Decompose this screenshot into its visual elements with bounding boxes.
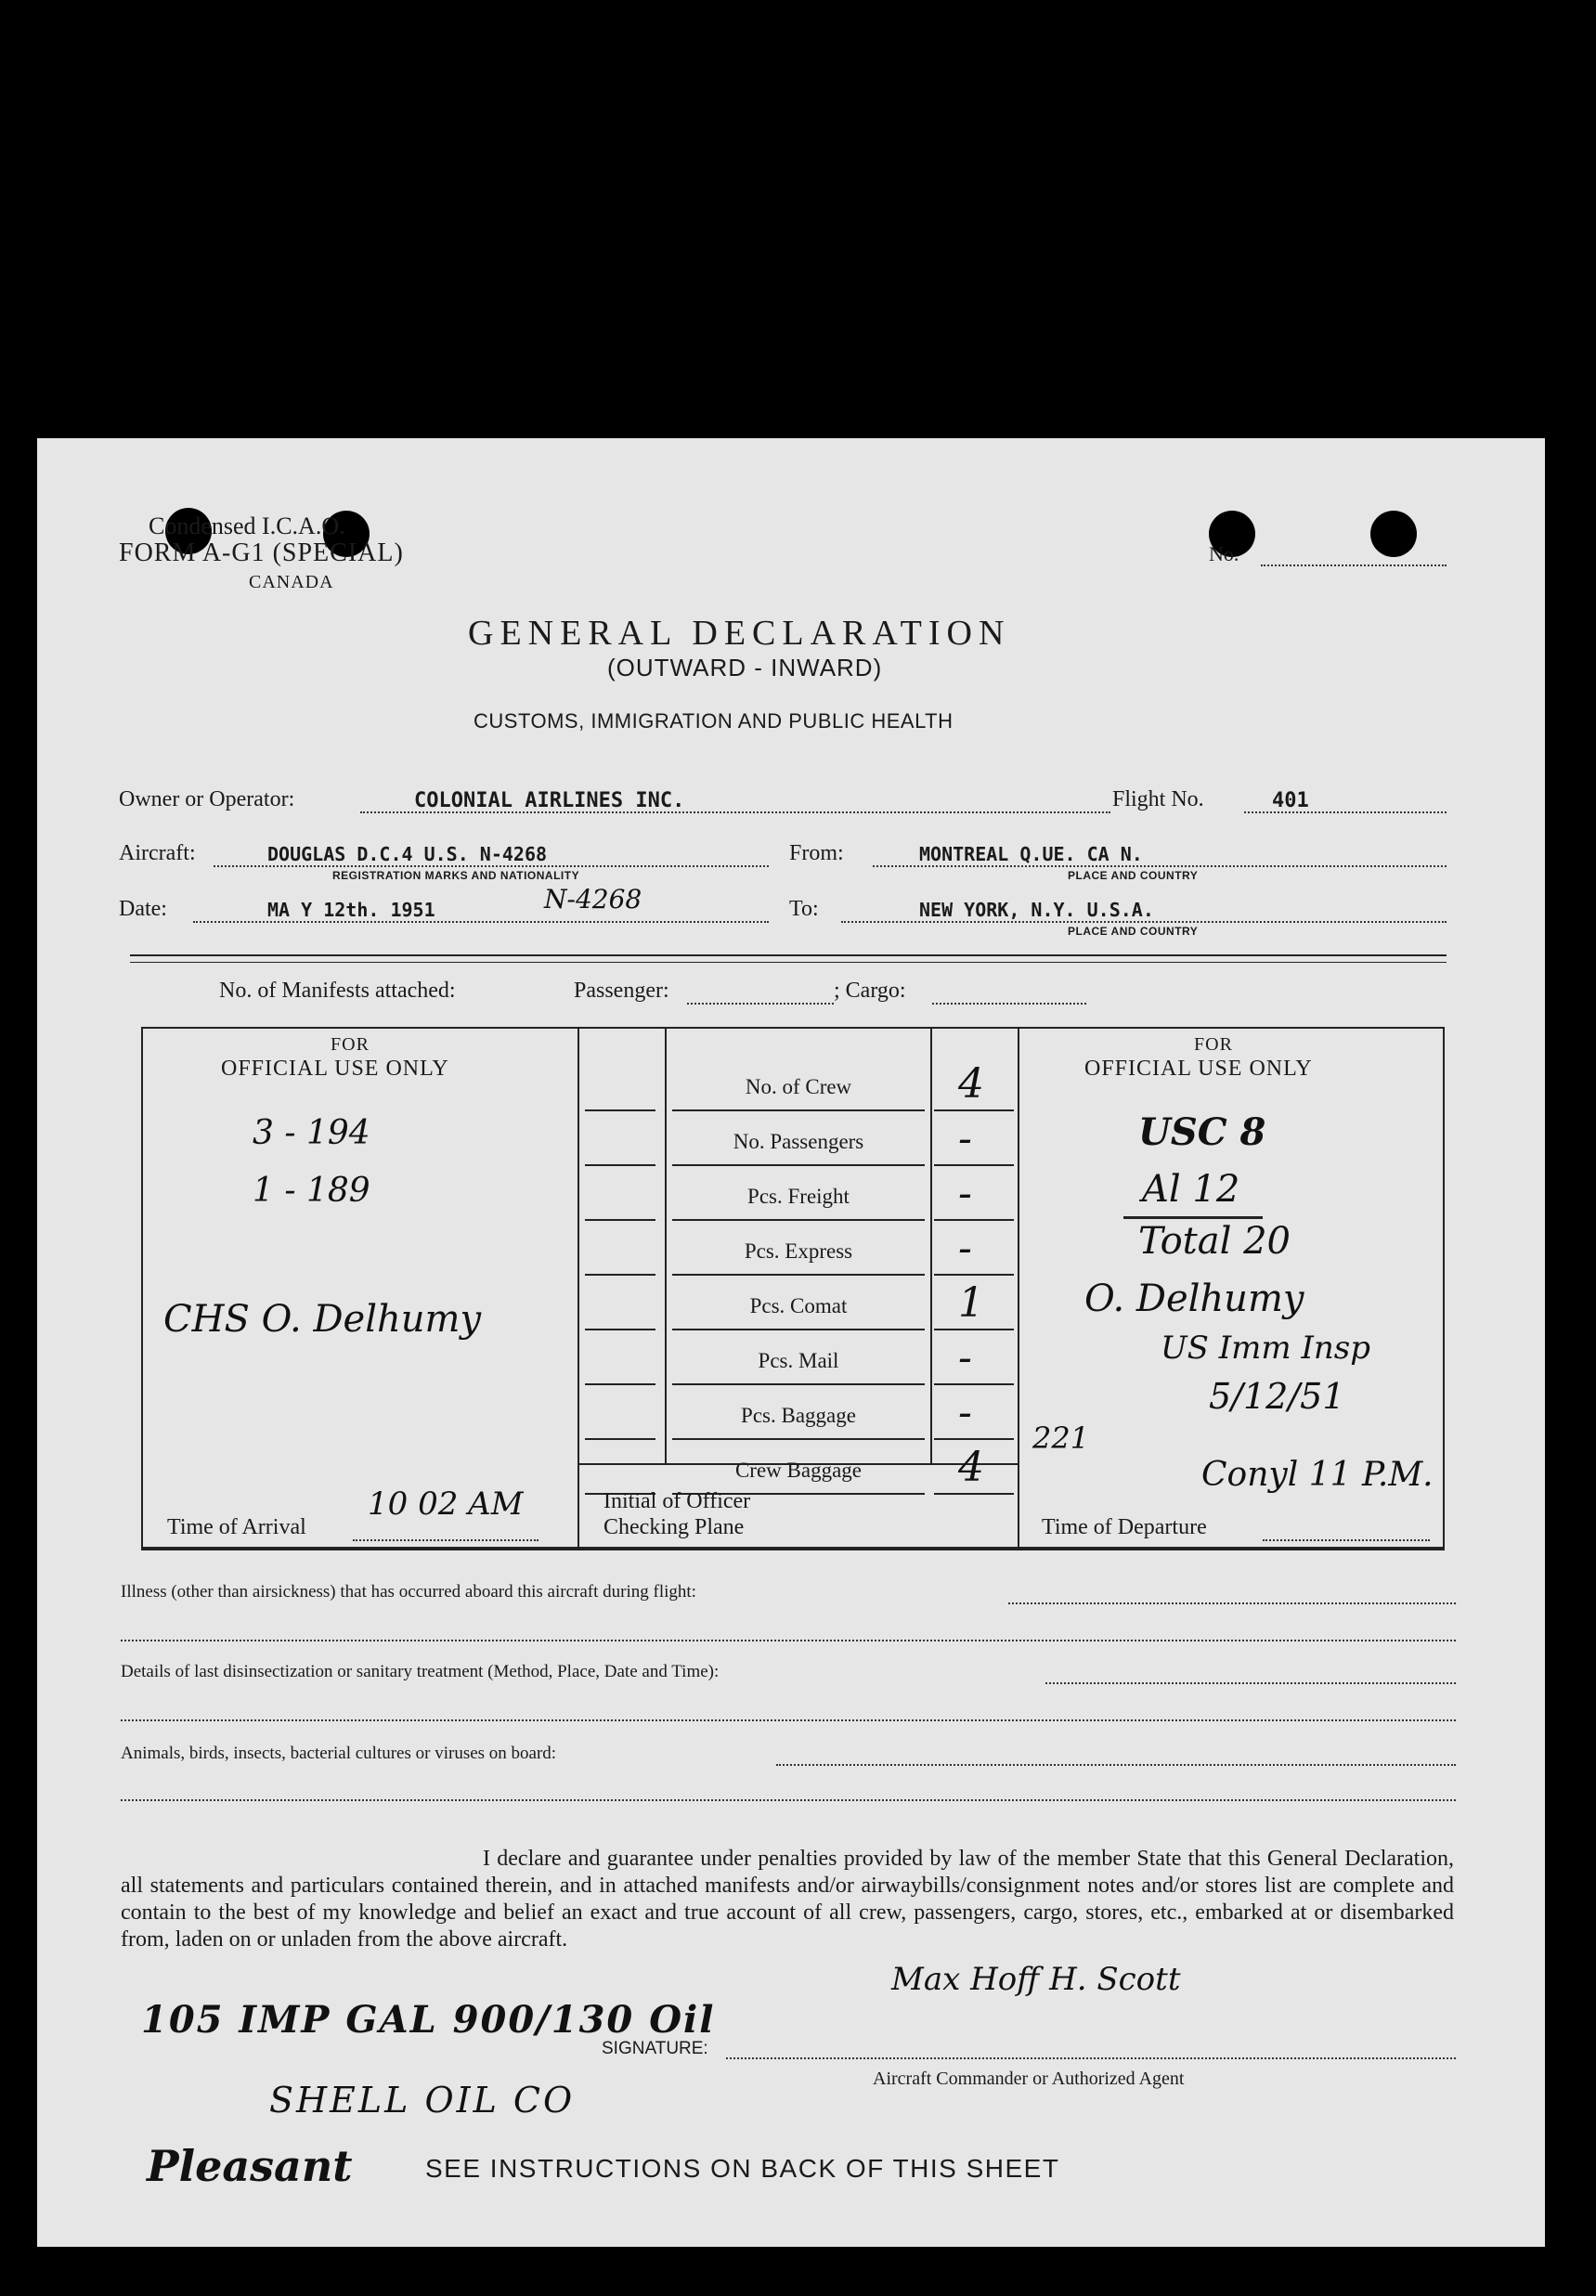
aircraft-line (214, 865, 769, 867)
left-header-for: FOR (331, 1034, 370, 1055)
cargo-label: ; Cargo: (834, 979, 906, 1003)
page-subtitle2: CUSTOMS, IMMIGRATION AND PUBLIC HEALTH (474, 709, 954, 733)
date-line (193, 921, 769, 923)
table-divider (665, 1027, 667, 1463)
passenger-line (687, 1003, 834, 1005)
fuel-note: 105 IMP GAL 900/130 Oil (141, 1998, 716, 2042)
right-header-for: FOR (1194, 1034, 1233, 1055)
form-sheet (37, 438, 1545, 2247)
form-code-line1: Condensed I.C.A.O. (149, 512, 345, 539)
disinsect-line (1045, 1682, 1456, 1684)
form-number-label: No. (1209, 542, 1239, 565)
flight-value: 401 (1272, 789, 1309, 812)
illness-label: Illness (other than airsickness) that has occurred aboard this aircraft during flight: (121, 1582, 696, 1602)
illness-line (1008, 1602, 1456, 1604)
row-underline (672, 1438, 925, 1440)
left-header-official: OFFICIAL USE ONLY (221, 1057, 449, 1081)
page-subtitle: (OUTWARD - INWARD) (607, 654, 883, 681)
row-value-line (934, 1438, 1014, 1440)
date-label: Date: (119, 897, 167, 921)
right-header-official: OFFICIAL USE ONLY (1084, 1057, 1313, 1081)
row-label: No. Passengers (733, 1130, 864, 1153)
row-value: - (958, 1170, 972, 1217)
row-label: Pcs. Comat (749, 1294, 848, 1317)
date-handwritten: N-4268 (544, 884, 642, 915)
row-value: - (958, 1225, 972, 1272)
table-divider (577, 1027, 579, 1550)
form-code-line2: FORM A-G1 (SPECIAL) (119, 538, 404, 567)
row-initial-line (585, 1219, 655, 1221)
aircraft-label: Aircraft: (119, 841, 196, 865)
to-value: NEW YORK, N.Y. U.S.A. (919, 899, 1154, 921)
right-note: USC 8 (1138, 1110, 1266, 1154)
from-line (873, 865, 1447, 867)
manifests-label: No. of Manifests attached: (219, 979, 456, 1003)
form-country: CANADA (249, 572, 334, 592)
cargo-line (932, 1003, 1086, 1005)
table-divider (1018, 1027, 1019, 1550)
arrival-handwritten: 10 02 AM (368, 1485, 524, 1523)
row-label: No. of Crew (745, 1075, 852, 1098)
row-initial-line (585, 1329, 655, 1330)
animals-label: Animals, birds, insects, bacterial cultures or viruses on board: (121, 1744, 557, 1763)
row-initial-line (585, 1438, 655, 1440)
bottom-signature: Pleasant (147, 2141, 353, 2191)
row-value-line (934, 1329, 1014, 1330)
from-caption: PLACE AND COUNTRY (1068, 869, 1199, 882)
right-note: O. Delhumy (1084, 1278, 1304, 1320)
row-initial-line (585, 1164, 655, 1166)
row-value: 4 (958, 1060, 984, 1108)
row-value-line (934, 1493, 1014, 1495)
row-value: - (958, 1115, 972, 1162)
animals-line (776, 1764, 1456, 1766)
row-underline (672, 1329, 925, 1330)
punch-hole (1370, 511, 1417, 557)
departure-line (1263, 1539, 1430, 1541)
animals-line-2 (121, 1799, 1456, 1801)
footer-instructions: SEE INSTRUCTIONS ON BACK OF THIS SHEET (425, 2154, 1060, 2183)
row-initial-line (585, 1274, 655, 1276)
row-value: 4 (958, 1444, 984, 1491)
row-label: Pcs. Freight (747, 1185, 850, 1208)
row-value-line (934, 1109, 1014, 1111)
row-value-line (934, 1164, 1014, 1166)
row-label: Crew Baggage (734, 1459, 863, 1482)
aircraft-value: DOUGLAS D.C.4 U.S. N-4268 (267, 843, 548, 865)
row-value: 1 (958, 1279, 984, 1327)
row-initial-line (585, 1383, 655, 1385)
to-line (841, 921, 1447, 923)
declaration-text: I declare and guarantee under penalties provided by law of the member State that this General Declaration, all statements and particulars contained therein, and in attached manifests and/or airwaybills/consignment notes and/or stores list are complete and contain to the best of my knowledge and belief an exact and true account of all crew, passengers, cargo, stores, etc., embarked at or disembarked from, laden on or unladen from the above aircraft. (121, 1847, 1454, 1952)
row-label: Pcs. Express (744, 1239, 853, 1263)
left-note: 1 - 189 (253, 1172, 370, 1210)
passenger-label: Passenger: (574, 979, 669, 1003)
right-note: Total 20 (1138, 1220, 1291, 1263)
table-divider (930, 1027, 932, 1463)
right-note: 5/12/51 (1209, 1376, 1345, 1417)
owner-label: Owner or Operator: (119, 787, 295, 811)
left-note: 3 - 194 (253, 1114, 370, 1152)
disinsect-label: Details of last disinsectization or sanitary treatment (Method, Place, Date and Time): (121, 1662, 720, 1681)
left-note: CHS O. Delhumy (163, 1298, 482, 1341)
row-value: - (958, 1334, 972, 1381)
row-underline (672, 1274, 925, 1276)
aircraft-caption: REGISTRATION MARKS AND NATIONALITY (332, 869, 580, 882)
sum-line (1123, 1216, 1263, 1219)
to-caption: PLACE AND COUNTRY (1068, 925, 1199, 938)
table-bottom (141, 1547, 1445, 1549)
illness-line-2 (121, 1640, 1456, 1641)
row-underline (672, 1164, 925, 1166)
row-label: Pcs. Baggage (741, 1404, 856, 1427)
officer-label-2: Checking Plane (603, 1515, 745, 1539)
row-value-line (934, 1274, 1014, 1276)
page-title: GENERAL DECLARATION (468, 614, 1011, 653)
signature-label: SIGNATURE: (602, 2039, 708, 2058)
row-value: - (958, 1389, 972, 1436)
from-label: From: (789, 841, 844, 865)
row-value-line (934, 1219, 1014, 1221)
departure-label: Time of Departure (1042, 1515, 1207, 1539)
row-underline (672, 1219, 925, 1221)
owner-value: COLONIAL AIRLINES INC. (414, 789, 685, 812)
row-label: Pcs. Mail (758, 1349, 839, 1372)
separator (130, 962, 1447, 963)
arrival-line (353, 1539, 538, 1541)
flight-label: Flight No. (1112, 787, 1204, 811)
signature-caption: Aircraft Commander or Authorized Agent (873, 2069, 1185, 2089)
right-note: US Imm Insp (1161, 1330, 1371, 1367)
row-initial-line (585, 1109, 655, 1111)
right-note: Al 12 (1142, 1168, 1240, 1211)
disinsect-line-2 (121, 1719, 1456, 1721)
row-underline (672, 1383, 925, 1385)
officer-label-1: Initial of Officer (603, 1489, 751, 1513)
to-label: To: (789, 897, 819, 921)
separator (130, 954, 1447, 956)
right-note: Conyl 11 P.M. (1201, 1456, 1434, 1494)
form-number-line (1261, 564, 1447, 566)
row-underline (672, 1109, 925, 1111)
company-note: SHELL OIL CO (269, 2080, 576, 2121)
handwritten-signature: Max Hoff H. Scott (891, 1961, 1181, 1998)
date-value: MA Y 12th. 1951 (267, 899, 435, 921)
right-note: 221 (1032, 1420, 1090, 1456)
signature-line (726, 2057, 1456, 2059)
row-value-line (934, 1383, 1014, 1385)
from-value: MONTREAL Q.UE. CA N. (919, 843, 1143, 865)
arrival-label: Time of Arrival (167, 1515, 306, 1539)
